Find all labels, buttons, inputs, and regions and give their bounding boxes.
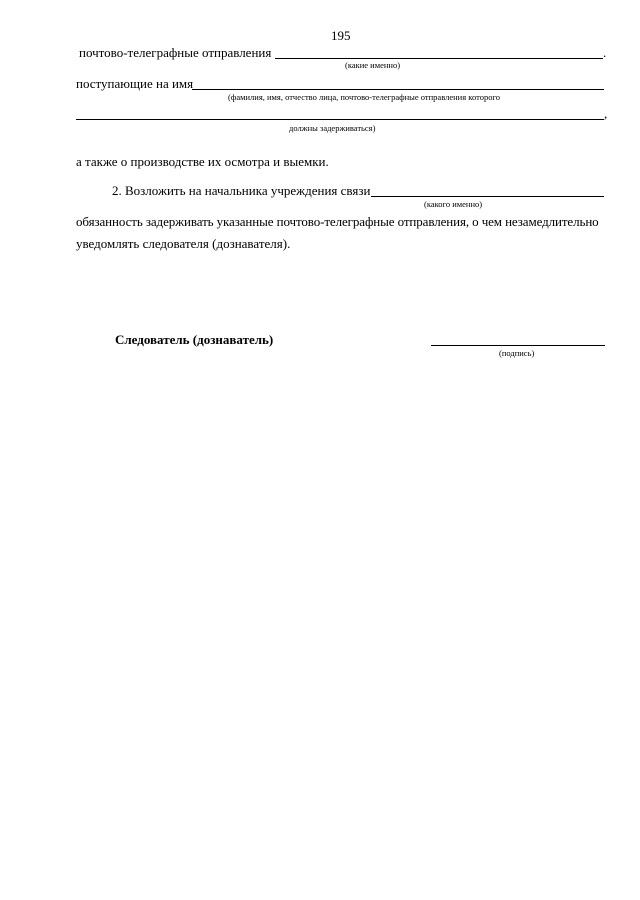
item2-text: 2. Возложить на начальника учреждения связи <box>112 183 371 198</box>
signature-caption: (подпись) <box>499 348 535 358</box>
item2-continuation-1: обязанность задерживать указанные почтово-телеграфные отправления, о чем незамедлительно <box>76 214 599 229</box>
addressee-caption: (фамилия, имя, отчество лица, почтово-телеграфные отправления которого <box>228 92 500 102</box>
mail-items-end-mark: . <box>603 45 607 60</box>
mail-items-caption: (какие именно) <box>345 60 401 70</box>
signature-line <box>431 345 605 346</box>
mail-items-fill-line <box>275 58 603 59</box>
addressee-fill-line-2 <box>76 119 604 120</box>
post-office-caption: (какого именно) <box>424 199 483 209</box>
addressee-fill-line <box>192 89 604 90</box>
item2-continuation-2: уведомлять следователя (дознавателя). <box>76 236 291 251</box>
page-number: 195 <box>331 28 351 43</box>
investigator-title: Следователь (дознаватель) <box>115 332 274 347</box>
post-office-fill-line <box>371 196 604 197</box>
addressee-end-mark: , <box>604 106 608 121</box>
mail-items-label: почтово-телеграфные отправления <box>79 45 272 60</box>
addressee-label: поступающие на имя <box>76 76 194 91</box>
addressee-caption-2: должны задерживаться) <box>289 123 376 133</box>
inspection-text: а также о производстве их осмотра и выемки. <box>76 154 329 169</box>
